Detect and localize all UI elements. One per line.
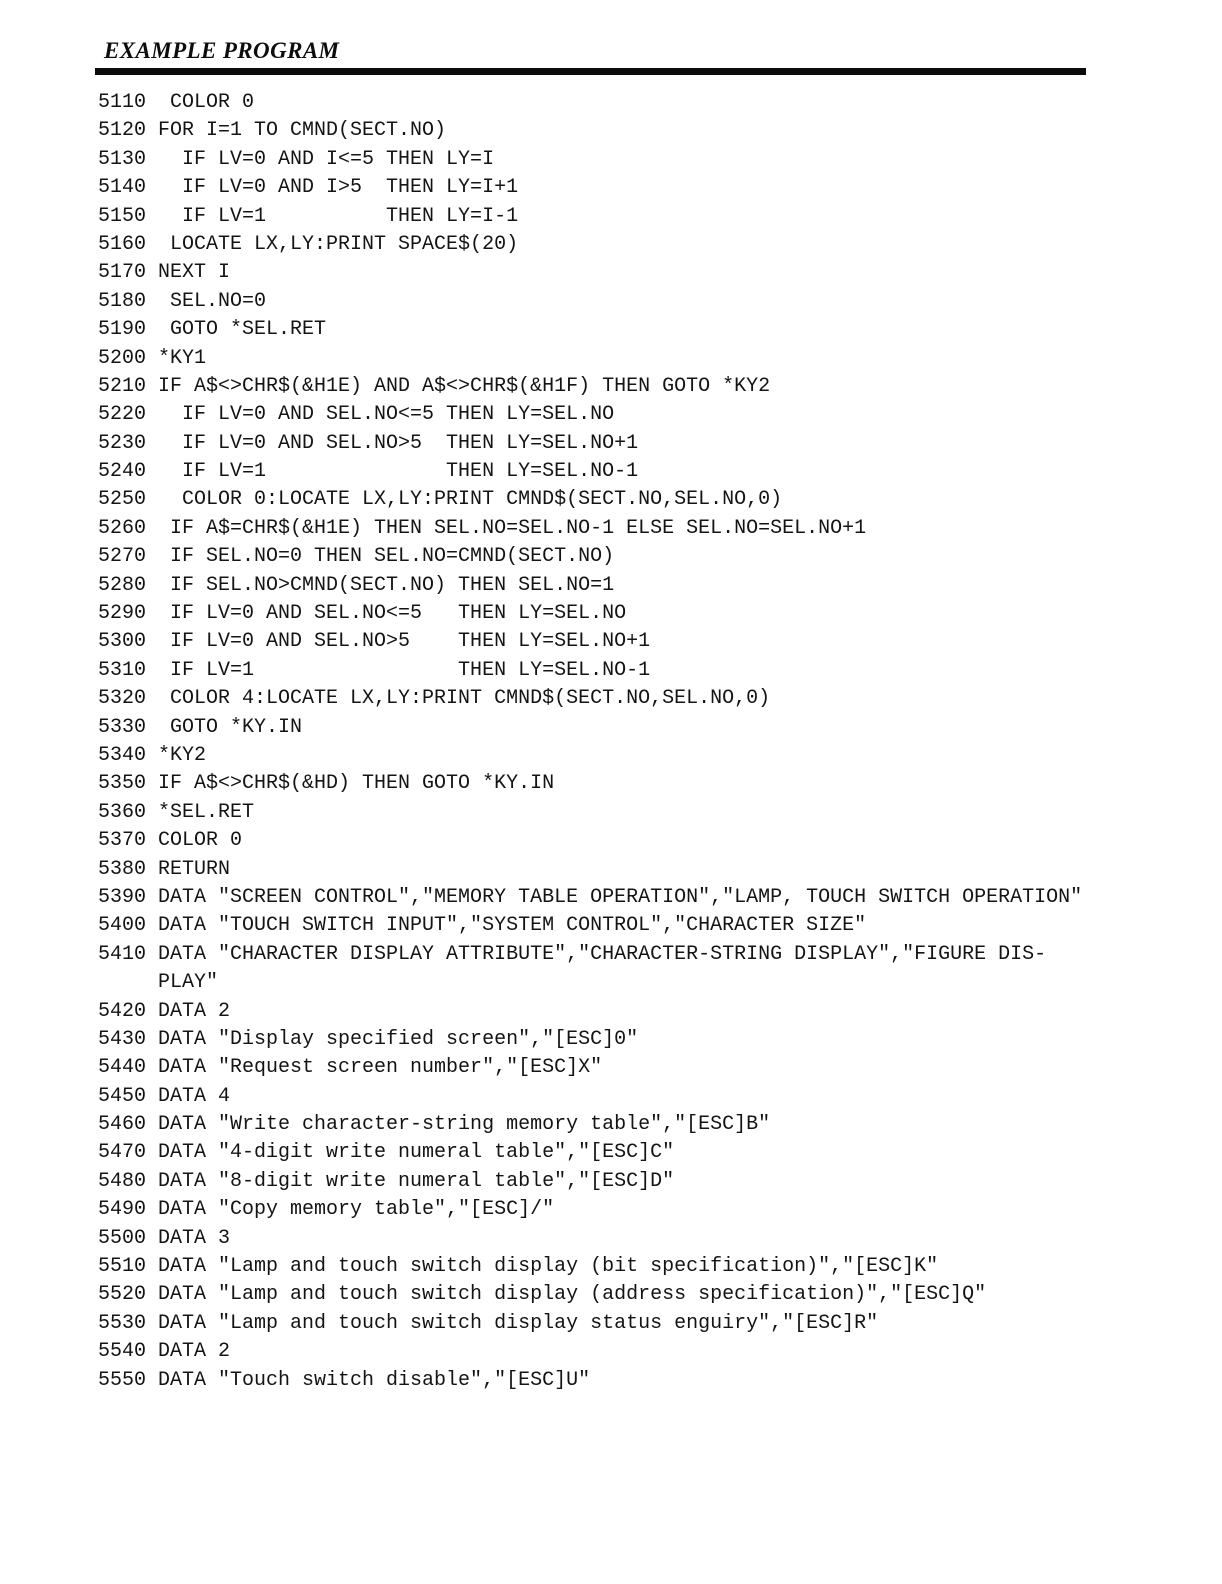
code-line: 5180 SEL.NO=0 — [98, 289, 267, 313]
header-rule — [95, 68, 1086, 75]
code-line: 5520 DATA "Lamp and touch switch display (address specification)","[ESC]Q" — [98, 1283, 987, 1307]
code-line: 5120 FOR I=1 TO CMND(SECT.NO) — [98, 119, 447, 143]
code-line: 5300 IF LV=0 AND SEL.NO>5 THEN LY=SEL.NO+1 — [98, 630, 651, 654]
code-line: 5440 DATA "Request screen number","[ESC]X" — [98, 1056, 603, 1080]
code-line: 5220 IF LV=0 AND SEL.NO<=5 THEN LY=SEL.NO — [98, 403, 615, 427]
code-line: 5400 DATA "TOUCH SWITCH INPUT","SYSTEM CONTROL","CHARACTER SIZE" — [98, 914, 867, 938]
page-header — [95, 38, 1086, 75]
code-line: 5130 IF LV=0 AND I<=5 THEN LY=I — [98, 147, 495, 171]
code-line: 5510 DATA "Lamp and touch switch display (bit specification)","[ESC]K" — [98, 1255, 939, 1279]
code-line: PLAY" — [98, 971, 219, 995]
code-line: 5310 IF LV=1 THEN LY=SEL.NO-1 — [98, 658, 651, 682]
code-line: 5530 DATA "Lamp and touch switch display status enguiry","[ESC]R" — [98, 1311, 879, 1335]
code-line: 5390 DATA "SCREEN CONTROL","MEMORY TABLE OPERATION","LAMP, TOUCH SWITCH OPERATION" — [98, 885, 1083, 909]
code-line: 5150 IF LV=1 THEN LY=I-1 — [98, 204, 519, 228]
code-line: 5340 *KY2 — [98, 743, 207, 767]
code-line: 5350 IF A$<>CHR$(&HD) THEN GOTO *KY.IN — [98, 772, 555, 796]
code-line: 5430 DATA "Display specified screen","[ESC]0" — [98, 1027, 639, 1051]
code-line: 5330 GOTO *KY.IN — [98, 715, 303, 739]
code-line: 5490 DATA "Copy memory table","[ESC]/" — [98, 1198, 555, 1222]
code-line: 5450 DATA 4 — [98, 1084, 231, 1108]
code-line: 5190 GOTO *SEL.RET — [98, 318, 327, 342]
code-line: 5170 NEXT I — [98, 261, 231, 285]
code-line: 5110 COLOR 0 — [98, 91, 255, 114]
code-line: 5380 RETURN — [98, 857, 231, 881]
code-line: 5160 LOCATE LX,LY:PRINT SPACE$(20) — [98, 232, 519, 256]
code-line: 5480 DATA "8-digit write numeral table","[ESC]D" — [98, 1169, 675, 1193]
code-line: 5540 DATA 2 — [98, 1340, 231, 1364]
code-line: 5270 IF SEL.NO=0 THEN SEL.NO=CMND(SECT.NO) — [98, 545, 615, 569]
code-line: 5420 DATA 2 — [98, 999, 231, 1023]
code-line: 5460 DATA "Write character-string memory table","[ESC]B" — [98, 1113, 771, 1137]
code-line: 5210 IF A$<>CHR$(&H1E) AND A$<>CHR$(&H1F) THEN GOTO *KY2 — [98, 374, 771, 398]
code-line: 5230 IF LV=0 AND SEL.NO>5 THEN LY=SEL.NO+1 — [98, 431, 639, 455]
code-line: 5320 COLOR 4:LOCATE LX,LY:PRINT CMND$(SECT.NO,SEL.NO,0) — [98, 687, 771, 711]
code-listing — [98, 89, 1082, 1395]
code-line: 5550 DATA "Touch switch disable","[ESC]U" — [98, 1368, 591, 1392]
code-line: 5260 IF A$=CHR$(&H1E) THEN SEL.NO=SEL.NO-1 ELSE SEL.NO=SEL.NO+1 — [98, 516, 867, 540]
code-line: 5140 IF LV=0 AND I>5 THEN LY=I+1 — [98, 176, 519, 200]
code-line: 5240 IF LV=1 THEN LY=SEL.NO-1 — [98, 460, 639, 484]
code-line: 5410 DATA "CHARACTER DISPLAY ATTRIBUTE","CHARACTER-STRING DISPLAY","FIGURE DIS- — [98, 942, 1047, 966]
code-line: 5250 COLOR 0:LOCATE LX,LY:PRINT CMND$(SECT.NO,SEL.NO,0) — [98, 488, 783, 512]
code-line: 5290 IF LV=0 AND SEL.NO<=5 THEN LY=SEL.NO — [98, 602, 627, 626]
code-line: 5200 *KY1 — [98, 346, 207, 370]
code-line: 5360 *SEL.RET — [98, 800, 255, 824]
page-title: EXAMPLE PROGRAM — [104, 38, 340, 63]
code-line: 5370 COLOR 0 — [98, 829, 243, 853]
code-line: 5280 IF SEL.NO>CMND(SECT.NO) THEN SEL.NO=1 — [98, 573, 615, 597]
code-line: 5500 DATA 3 — [98, 1226, 231, 1250]
code-line: 5470 DATA "4-digit write numeral table","[ESC]C" — [98, 1141, 675, 1165]
